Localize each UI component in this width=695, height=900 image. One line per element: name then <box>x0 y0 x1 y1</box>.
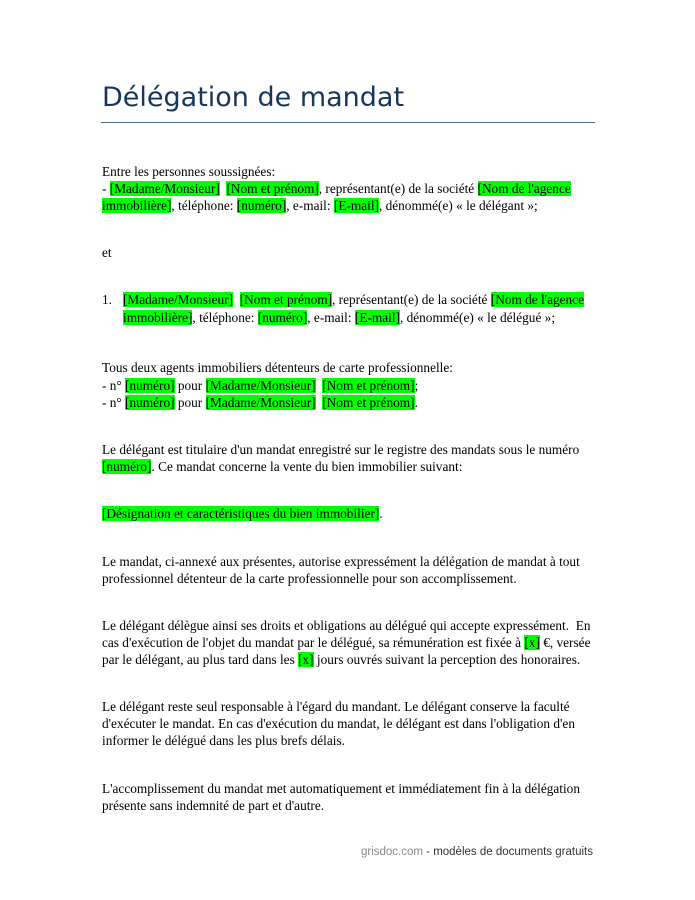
footer-brand: grisdoc.com <box>360 846 423 858</box>
text-segment: €, versée <box>539 635 591 650</box>
text-segment: , représentant(e) de la société <box>332 292 491 307</box>
placeholder-field: [numéro] <box>257 310 308 325</box>
text-line <box>102 780 580 798</box>
text-segment: , dénommé(e) « le délégant »; <box>378 198 538 213</box>
text-segment: Le mandat, ci-annexé aux présentes, autorise expressément la délégation de mandat à tout <box>102 554 580 569</box>
text-line <box>102 458 462 476</box>
text-line <box>102 715 575 733</box>
text-line <box>102 698 570 716</box>
list-number: 1. <box>102 292 112 307</box>
text-segment: Le délégant délègue ainsi ses droits et obligations au délégué qui accepte expressément. En <box>102 618 591 633</box>
text-segment: , e-mail: <box>307 310 355 325</box>
text-segment: . <box>414 395 418 410</box>
text-segment: . <box>379 506 383 521</box>
text-line <box>102 505 383 523</box>
text-segment: professionnel détenteur de la carte professionnelle pour son accomplissement. <box>102 571 517 586</box>
text-segment: pour <box>174 395 206 410</box>
text-line <box>102 394 418 412</box>
placeholder-field: [Madame/Monsieur] <box>205 378 316 393</box>
text-line <box>102 797 324 815</box>
text-segment: , téléphone: <box>171 198 237 213</box>
text-segment: pour <box>174 378 206 393</box>
placeholder-field: [x] <box>298 652 314 667</box>
text-line <box>102 359 453 377</box>
text-segment: par le délégant, au plus tard dans les <box>102 652 299 667</box>
text-segment: cas d'exécution de l'objet du mandat par le délégué, sa rémunération est fixée à <box>102 635 525 650</box>
text-segment: et <box>102 245 112 260</box>
text-line <box>102 180 571 198</box>
placeholder-field: [numéro] <box>125 395 175 410</box>
text-line <box>102 651 580 669</box>
text-line <box>102 732 345 750</box>
placeholder-field: [Nom et prénom] <box>239 292 333 307</box>
text-line <box>102 570 517 588</box>
text-line <box>102 634 590 652</box>
text-segment: Le délégant reste seul responsable à l'égard du mandant. Le délégant conserve la faculté <box>102 699 570 714</box>
placeholder-field: [numéro] <box>125 378 175 393</box>
footer-tagline: - modèles de documents gratuits <box>422 846 593 858</box>
text-segment: informer le délégué dans les plus brefs délais. <box>102 733 345 748</box>
text-segment: - n° <box>102 395 126 410</box>
text-segment: Tous deux agents immobiliers détenteurs de carte professionnelle: <box>102 360 453 375</box>
text-segment: . Ce mandat concerne la vente du bien immobilier suivant: <box>151 459 463 474</box>
text-segment: , dénommé(e) « le délégué »; <box>399 310 556 325</box>
placeholder-field: [Madame/Monsieur] <box>109 181 220 196</box>
placeholder-field: [Madame/Monsieur] <box>205 395 316 410</box>
placeholder-field: [Désignation et caractéristiques du bien immobilier] <box>102 506 380 521</box>
text-segment: - n° <box>102 378 126 393</box>
placeholder-field: [numéro] <box>102 459 152 474</box>
placeholder-field: immobilière] <box>123 310 193 325</box>
text-segment: ; <box>414 378 419 393</box>
text-line <box>102 377 418 395</box>
footer <box>361 846 593 858</box>
placeholder-field: [E-mail] <box>354 310 400 325</box>
page-title: Délégation de mandat <box>102 82 405 113</box>
text-segment: L'accomplissement du mandat met automatiquement et immédiatement fin à la délégation <box>102 781 580 796</box>
text-line <box>102 553 580 571</box>
text-segment: Entre les personnes soussignées: <box>102 164 276 179</box>
placeholder-field: [Nom et prénom] <box>322 395 415 410</box>
placeholder-field: [numéro] <box>236 198 287 213</box>
placeholder-field: immobilière] <box>102 198 172 213</box>
placeholder-field: [Nom de l'agence <box>477 181 571 196</box>
placeholder-field: [Nom et prénom] <box>226 181 319 196</box>
text-line <box>102 163 275 181</box>
text-segment: présente sans indemnité de part et d'autre. <box>102 798 325 813</box>
text-segment: Le délégant est titulaire d'un mandat enregistré sur le registre des mandats sous le numéro <box>102 442 580 457</box>
text-segment: , e-mail: <box>286 198 334 213</box>
text-line <box>123 291 584 309</box>
placeholder-field: [x] <box>524 635 540 650</box>
placeholder-field: [Nom et prénom] <box>322 378 415 393</box>
text-segment: , téléphone: <box>192 310 258 325</box>
text-segment: - <box>102 181 110 196</box>
text-segment: d'exécuter le mandat. En cas d'exécution du mandat, le délégant est dans l'obligation d'en <box>102 716 575 731</box>
text-line <box>123 309 555 327</box>
text-segment: , représentant(e) de la société <box>318 181 478 196</box>
text-line <box>102 197 538 215</box>
placeholder-field: [Nom de l'agence <box>490 292 584 307</box>
placeholder-field: [Madame/Monsieur] <box>123 292 234 307</box>
title-divider <box>101 122 595 123</box>
text-line <box>102 244 112 262</box>
text-line <box>102 617 591 635</box>
placeholder-field: [E-mail] <box>333 198 379 213</box>
text-line <box>102 441 579 459</box>
text-segment <box>233 292 240 307</box>
text-segment: jours ouvrés suivant la perception des honoraires. <box>313 652 581 667</box>
